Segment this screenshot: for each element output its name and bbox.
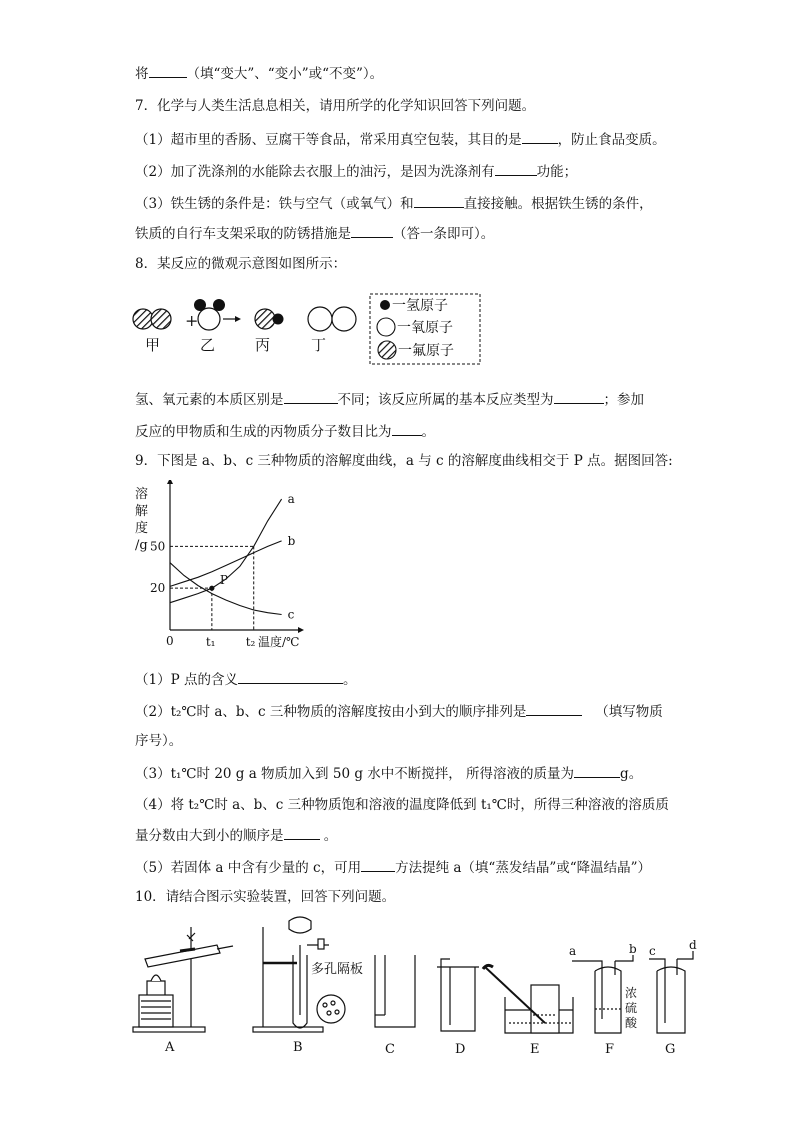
q10-title: 10．请结合图示实验装置，回答下列问题。: [135, 889, 396, 905]
text: 铁质的自行车支架采取的防锈措施是: [135, 226, 351, 242]
label-bing: 丙: [255, 336, 271, 354]
q7-part2: [135, 162, 577, 181]
x-axis-arrow: [298, 627, 304, 633]
q8-line2: [135, 422, 435, 441]
label-e: E: [530, 1042, 540, 1057]
molecule-ding: [308, 307, 356, 331]
q9-part4: （4）将 t₂℃时 a、b、c 三种物质饱和溶液的温度降低到 t₁℃时，所得三种溶液的溶质质: [135, 797, 669, 813]
y-axis-label: 解: [135, 504, 149, 519]
port-a: a: [569, 944, 577, 958]
label-b: B: [293, 1040, 303, 1055]
answer-blank[interactable]: [392, 422, 422, 436]
answer-blank[interactable]: [574, 764, 620, 778]
sulfuric-acid-char-1: 浓: [625, 986, 638, 1000]
reaction-micro-diagram: [125, 288, 490, 368]
porous-plate-note: 多孔隔板: [311, 962, 364, 977]
text: 将: [135, 66, 149, 82]
text: （2）t₂℃时 a、b、c 三种物质的溶解度按由小到大的顺序排列是: [135, 704, 527, 720]
y-axis-label: /g: [135, 538, 148, 553]
text: （答一条即可）。: [393, 226, 495, 242]
text: 功能；: [536, 164, 578, 180]
text: （3）铁生锈的条件是：铁与空气（或氧气）和: [135, 196, 414, 212]
q8-line1: [135, 390, 644, 409]
text: （1）超市里的香肠、豆腐干等食品，常采用真空包装，其目的是: [135, 132, 522, 148]
text: （填“变大”、“变小”或“不变”）。: [186, 66, 384, 82]
apparatus-f: [572, 955, 633, 1033]
text: 直接接触。根据铁生锈的条件，: [463, 196, 653, 212]
q9-title: 9．下图是 a、b、c 三种物质的溶解度曲线，a 与 c 的溶解度曲线相交于 P 点。据图回答:: [135, 453, 673, 469]
series-label-b: b: [287, 533, 296, 548]
q9-part2: [135, 702, 663, 721]
q9-part4-cont: [135, 826, 337, 845]
q7-part3-cont: [135, 224, 494, 243]
point-p-label: P: [219, 573, 228, 588]
label-jia: 甲: [145, 336, 161, 354]
y-axis-arrow: [167, 480, 173, 484]
solubility-chart: [125, 480, 325, 658]
answer-blank[interactable]: [554, 390, 604, 404]
text: （3）t₁℃时 20 g a 物质加入到 50 g 水中不断搅拌， 所得溶液的质量为: [135, 766, 575, 782]
label-a: A: [165, 1040, 175, 1055]
port-d: d: [689, 938, 697, 952]
answer-blank[interactable]: [284, 390, 338, 404]
molecule-yi: [194, 299, 225, 330]
y-tick-label: 50: [150, 539, 166, 554]
answer-blank[interactable]: [238, 670, 343, 684]
point-p: [209, 586, 214, 591]
y-axis-label: 溶: [135, 487, 149, 502]
molecule-bing: [255, 309, 284, 329]
q7-part3: [135, 194, 653, 213]
label-d: D: [455, 1042, 466, 1057]
answer-blank[interactable]: [414, 194, 464, 208]
q9-part5: [135, 858, 651, 877]
apparatus-a: [133, 927, 233, 1032]
apparatus-e: [483, 965, 573, 1033]
text: 方法提纯 a（填“蒸发结晶”或“降温结晶”）: [395, 860, 652, 876]
answer-blank[interactable]: [351, 224, 393, 238]
legend-oxygen: 一氧原子: [397, 320, 453, 336]
label-f: F: [605, 1042, 615, 1057]
q9-part3: [135, 764, 642, 783]
label-g: G: [665, 1042, 676, 1057]
q7-part1: [135, 130, 666, 149]
text: 。: [342, 672, 357, 688]
answer-blank[interactable]: [526, 702, 582, 716]
text: ；参加: [603, 392, 644, 408]
answer-blank[interactable]: [149, 64, 187, 78]
legend-box: [370, 294, 480, 364]
answer-blank[interactable]: [361, 858, 395, 872]
q8-title: 8．某反应的微观示意图如图所示：: [135, 256, 347, 272]
text: 量分数由大到小的顺序是: [135, 828, 284, 844]
port-b: b: [629, 942, 637, 956]
y-axis-label: 度: [135, 521, 149, 536]
q7-title: 7．化学与人类生活息息相关，请用所学的化学知识回答下列问题。: [135, 98, 536, 114]
q9-part2-cont: 序号）。: [135, 733, 183, 749]
legend-fluorine: 一氟原子: [398, 343, 454, 359]
apparatus-figure: [125, 915, 715, 1065]
apparatus-g: [649, 951, 693, 1033]
text: （1）P 点的含义: [135, 672, 238, 688]
x-tick-label: t₁: [205, 635, 216, 649]
x-axis-label: 温度/℃: [258, 635, 300, 649]
label-ding: 丁: [311, 336, 327, 354]
apparatus-c: [375, 955, 415, 1027]
text: 。: [323, 828, 338, 844]
molecule-jia: [133, 309, 171, 329]
text: 氢、氧元素的本质区别是: [135, 392, 284, 408]
answer-blank[interactable]: [495, 162, 537, 176]
arrow-icon: [223, 316, 241, 322]
port-c: c: [649, 944, 656, 958]
text: （填写物质: [595, 704, 663, 720]
q6-tail-line: [135, 64, 383, 83]
text: （5）若固体 a 中含有少量的 c，可用: [135, 860, 362, 876]
text: 反应的甲物质和生成的丙物质分子数目比为: [135, 424, 392, 440]
q9-part1: [135, 670, 356, 689]
sulfuric-acid-char-3: 酸: [625, 1016, 638, 1030]
sulfuric-acid-char-2: 硫: [625, 1001, 638, 1015]
text: 。: [421, 424, 435, 440]
text: g。: [620, 766, 643, 782]
series-label-c: c: [287, 607, 295, 622]
series-label-a: a: [287, 492, 295, 507]
label-yi: 乙: [200, 336, 216, 354]
text: （2）加了洗涤剂的水能除去衣服上的油污，是因为洗涤剂有: [135, 164, 495, 180]
text: 不同；该反应所属的基本反应类型为: [337, 392, 554, 408]
label-c: C: [385, 1042, 395, 1057]
plus-sign: +: [185, 311, 199, 330]
answer-blank[interactable]: [284, 826, 320, 840]
apparatus-d: [437, 959, 479, 1031]
answer-blank[interactable]: [522, 130, 558, 144]
text: ，防止食品变质。: [557, 132, 666, 148]
legend-hydrogen: 一氢原子: [392, 298, 448, 314]
origin-label: 0: [166, 634, 174, 648]
y-tick-label: 20: [150, 581, 166, 596]
x-tick-label: t₂: [245, 635, 256, 649]
